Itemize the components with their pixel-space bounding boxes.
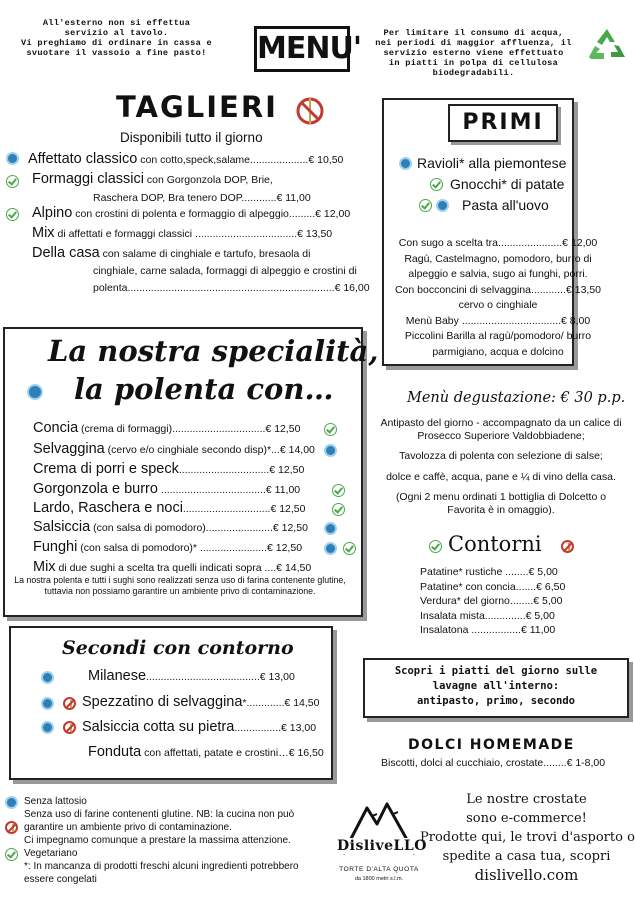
lavagne-line: Scopri i piatti del giorno sulle: [394, 665, 598, 677]
degustazione-line: Antipasto del giorno - accompagnato da un calice di: [380, 417, 622, 429]
note-line: La nostra polenta e tutti i sughi sono realizzati senza uso di farina contenente glutine,: [14, 575, 346, 585]
no-gluten-icon: [5, 821, 18, 834]
note-line: biodegradabili.: [432, 68, 515, 78]
dish-desc: con Gorgonzola DOP, Brie,: [144, 174, 273, 186]
dish-name: Fonduta: [88, 744, 142, 760]
lactose-free-icon: [324, 542, 337, 555]
list-item: Raschera DOP, Bra tenero DOP............€ 11,00: [93, 192, 311, 204]
promo-line: Le nostre crostate: [466, 792, 587, 807]
primi-line: Con bocconcini di selvaggina............€ 13,50: [394, 283, 602, 296]
dish-name: Della casa: [32, 245, 100, 261]
taglieri-title: TAGLIERI: [116, 90, 278, 124]
dish-name: Concia: [33, 420, 79, 436]
taglieri-subtitle: Disponibili tutto il giorno: [120, 130, 263, 145]
dish-desc: (crema di formaggi)................................€ 12,50: [78, 423, 301, 435]
lactose-free-icon: [41, 671, 54, 684]
polenta-subtitle: la polenta con…: [74, 372, 334, 406]
primi-line: Piccolini Barilla al ragù/pomodoro/ burro: [404, 330, 592, 342]
lactose-free-icon: [27, 384, 43, 400]
dish-name: Funghi: [33, 539, 78, 555]
dish-desc: .......................................€ 13,00: [146, 671, 295, 683]
vegetarian-icon: [419, 199, 432, 212]
primi-item: Ravioli* alla piemontese: [417, 155, 567, 171]
lactose-free-icon: [41, 721, 54, 734]
list-item: [88, 745, 324, 760]
list-item: [32, 226, 332, 241]
note-line: servizio al tavolo.: [64, 28, 169, 38]
note-line: Vi preghiamo di ordinare in cassa e: [21, 38, 212, 48]
contorni-title: Contorni: [448, 532, 542, 556]
legend-gluten: Senza uso di farine contenenti glutine. NB: la cucina non può: [24, 809, 295, 820]
list-item: [33, 482, 300, 497]
vegetarian-icon: [332, 484, 345, 497]
legend-vegetarian: Vegetariano: [24, 848, 78, 859]
lactose-free-icon: [41, 697, 54, 710]
logo-sub: TORTE D'ALTA QUOTA: [339, 866, 419, 873]
degustazione-line: dolce e caffè, acqua, pane e ¼ di vino della casa.: [386, 470, 616, 483]
lactose-free-icon: [324, 522, 337, 535]
dish-name: Crema di porri e speck: [33, 461, 179, 477]
list-item: [88, 669, 295, 684]
dish-desc: ................€ 13,00: [234, 722, 317, 734]
primi-line: Con sugo a scelta tra......................€ 12,00: [398, 237, 598, 249]
primi-line: Ragù, Castelmagno, pomodoro, burro di: [404, 252, 592, 265]
degustazione-lines: [372, 417, 630, 516]
degustazione-line: Prosecco Superiore Valdobbiadene;: [417, 429, 585, 442]
dish-name: Salsiccia cotta su pietra: [82, 719, 235, 735]
vegetarian-icon: [343, 542, 356, 555]
primi-line: Menù Baby ..................................€ 8,00: [405, 314, 591, 327]
water-note: [356, 28, 591, 78]
list-item: Insalata mista..............€ 5,00: [420, 609, 555, 622]
vegetarian-icon: [430, 178, 443, 191]
dish-desc: con cotto,speck,salame....................€ 10,50: [137, 154, 344, 166]
list-item: Verdura* del giorno........€ 5,00: [420, 595, 563, 607]
list-item: Patatine* con concia.......€ 6,50: [420, 580, 566, 593]
dish-desc: con affettati, patate e crostini…€ 16,50: [141, 747, 324, 759]
lavagne-line: antipasto, primo, secondo: [416, 695, 576, 707]
dish-name: Milanese: [88, 668, 147, 684]
primi-item: Gnocchi* di patate: [450, 176, 565, 192]
vegetarian-icon: [6, 175, 19, 188]
logo-name: DisliveLLO: [337, 838, 427, 854]
list-item: [33, 462, 304, 477]
dish-desc: di due sughi a scelta tra quelli indicati sopra ....€ 14,50: [55, 562, 312, 574]
dish-desc: (cervo e/o cinghiale secondo disp)*...€ 14,00: [104, 444, 315, 456]
list-item: polenta.......................................................................€ 16,00: [93, 282, 370, 294]
legend-lactose: Senza lattosio: [24, 796, 87, 807]
legend-gluten: garantire un ambiente privo di contaminazione.: [24, 822, 232, 833]
dish-desc: ...............................€ 12,50: [178, 464, 305, 476]
dish-desc: con crostini di polenta e formaggio di alpeggio.........€ 12,00: [72, 208, 351, 220]
dish-desc: (con salsa di pomodoro).......................€ 12,50: [90, 522, 308, 534]
lavagne-line: lavagne all'interno:: [432, 680, 560, 692]
dish-name: Alpino: [32, 205, 73, 221]
no-gluten-icon: [296, 94, 324, 128]
promo-line: Prodotte qui, le trovi d'asporto o: [420, 830, 635, 845]
vegetarian-icon: [429, 540, 442, 553]
primi-item: Pasta all'uovo: [462, 197, 549, 213]
primi-line: alpeggio e salvia, sugo ai funghi, porri.: [408, 268, 588, 280]
dish-name: Selvaggina: [33, 441, 105, 457]
dish-name: Spezzatino di selvaggina: [82, 694, 243, 710]
dish-name: Gorgonzola e burro: [33, 481, 158, 497]
website-link[interactable]: dislivello.com: [474, 866, 579, 884]
note-line: All'esterno non si effettua: [42, 18, 191, 28]
lactose-free-icon: [324, 444, 337, 457]
dish-name: Mix: [32, 225, 55, 241]
dolci-line: Biscotti, dolci al cucchiaio, crostate........€ 1-8,00: [381, 757, 606, 769]
primi-lines: [386, 236, 610, 360]
list-item: [33, 442, 315, 457]
dish-name: Formaggi classici: [32, 171, 144, 187]
promo-line: spedite a casa tua, scopri: [442, 849, 611, 864]
list-item: [82, 720, 316, 735]
primi-title: PRIMI: [462, 110, 544, 135]
note-line: Per limitare il consumo di acqua,: [383, 28, 564, 38]
polenta-title: La nostra specialità,: [48, 334, 379, 368]
primi-title-box: [448, 104, 558, 142]
list-item: cinghiale, carne salada, formaggi di alpeggio e crostini di: [93, 265, 357, 277]
vegetarian-icon: [332, 503, 345, 516]
page-title: MENU': [257, 31, 361, 66]
note-line: in piatti in polpa di cellulosa: [388, 58, 559, 68]
no-gluten-icon: [63, 721, 76, 734]
degustazione-line: Tavolozza di polenta con selezione di salse;: [399, 450, 603, 462]
outdoor-service-note: [4, 18, 229, 58]
note-line: servizio esterno viene effettuato: [383, 48, 564, 58]
dish-name: Lardo, Raschera e noci: [33, 500, 183, 516]
contorni-list: [420, 565, 565, 638]
list-item: [32, 206, 350, 221]
degustazione-line: Favorita è in omaggio).: [447, 503, 555, 516]
menu-title-box: [254, 26, 361, 72]
polenta-note: [6, 575, 354, 597]
list-item: [33, 540, 302, 555]
degustazione-line: (Ogni 2 menu ordinati 1 bottiglia di Dolcetto o: [395, 491, 607, 503]
recycle-icon: [586, 26, 628, 62]
list-item: [28, 152, 343, 167]
lactose-free-icon: [6, 152, 19, 165]
dish-desc: ....................................€ 11,00: [157, 484, 301, 496]
dish-desc: con salame di cinghiale e tartufo, bresaola di: [99, 248, 311, 260]
primi-line: cervo o cinghiale: [458, 299, 538, 311]
note-line: nei periodi di maggior affluenza, il: [375, 38, 572, 48]
list-item: [82, 695, 319, 710]
list-item: Patatine* rustiche ........€ 5,00: [420, 566, 558, 578]
dish-desc: ..............................€ 12,50: [182, 503, 306, 515]
degustazione-title: Menù degustazione: € 30 p.p.: [407, 390, 626, 406]
legend-gluten: Ci impegnamo comunque a prestare la massima attenzione.: [24, 835, 291, 846]
list-item: [33, 520, 308, 535]
list-item: [32, 246, 310, 261]
vegetarian-icon: [5, 848, 18, 861]
no-gluten-icon: [561, 540, 574, 553]
promo-line: sono e-commerce!: [466, 811, 587, 826]
dish-desc: (con salsa di pomodoro)* .......................€ 12,50: [77, 542, 303, 554]
note-line: tuttavia non possiamo garantire un ambiente privo di contaminazione.: [44, 586, 316, 596]
legend-note: *: In mancanza di prodotti freschi alcuni ingredienti potrebbero: [24, 861, 299, 872]
dish-name: Affettato classico: [28, 151, 138, 167]
lactose-free-icon: [436, 199, 449, 212]
lactose-free-icon: [399, 157, 412, 170]
no-gluten-icon: [63, 697, 76, 710]
legend: [24, 795, 299, 886]
list-item: [32, 172, 273, 187]
vegetarian-icon: [324, 423, 337, 436]
dislivello-logo: [337, 786, 427, 890]
list-item: [33, 501, 305, 516]
legend-note: essere congelati: [24, 874, 97, 885]
list-item: Insalatona .................€ 11,00: [420, 624, 556, 636]
list-item: [33, 560, 311, 575]
primi-line: parmigiano, acqua e dolcino: [432, 345, 564, 358]
vegetarian-icon: [6, 208, 19, 221]
lavagne-text: [365, 664, 627, 709]
dish-desc: *.............€ 14,50: [242, 697, 320, 709]
dolci-title: DOLCI HOMEMADE: [408, 737, 575, 753]
dish-desc: di affettati e formaggi classici ...................................€ 13,50: [54, 228, 333, 240]
note-line: svuotare il vassoio a fine pasto!: [26, 48, 207, 58]
crostate-promo: [420, 790, 633, 885]
logo-sub2: da 1800 metri s.l.m.: [354, 876, 404, 882]
dish-name: Mix: [33, 559, 56, 575]
list-item: [33, 421, 300, 436]
secondi-title: Secondi con contorno: [62, 637, 294, 659]
dish-name: Salsiccia: [33, 519, 91, 535]
lactose-free-icon: [5, 796, 18, 809]
